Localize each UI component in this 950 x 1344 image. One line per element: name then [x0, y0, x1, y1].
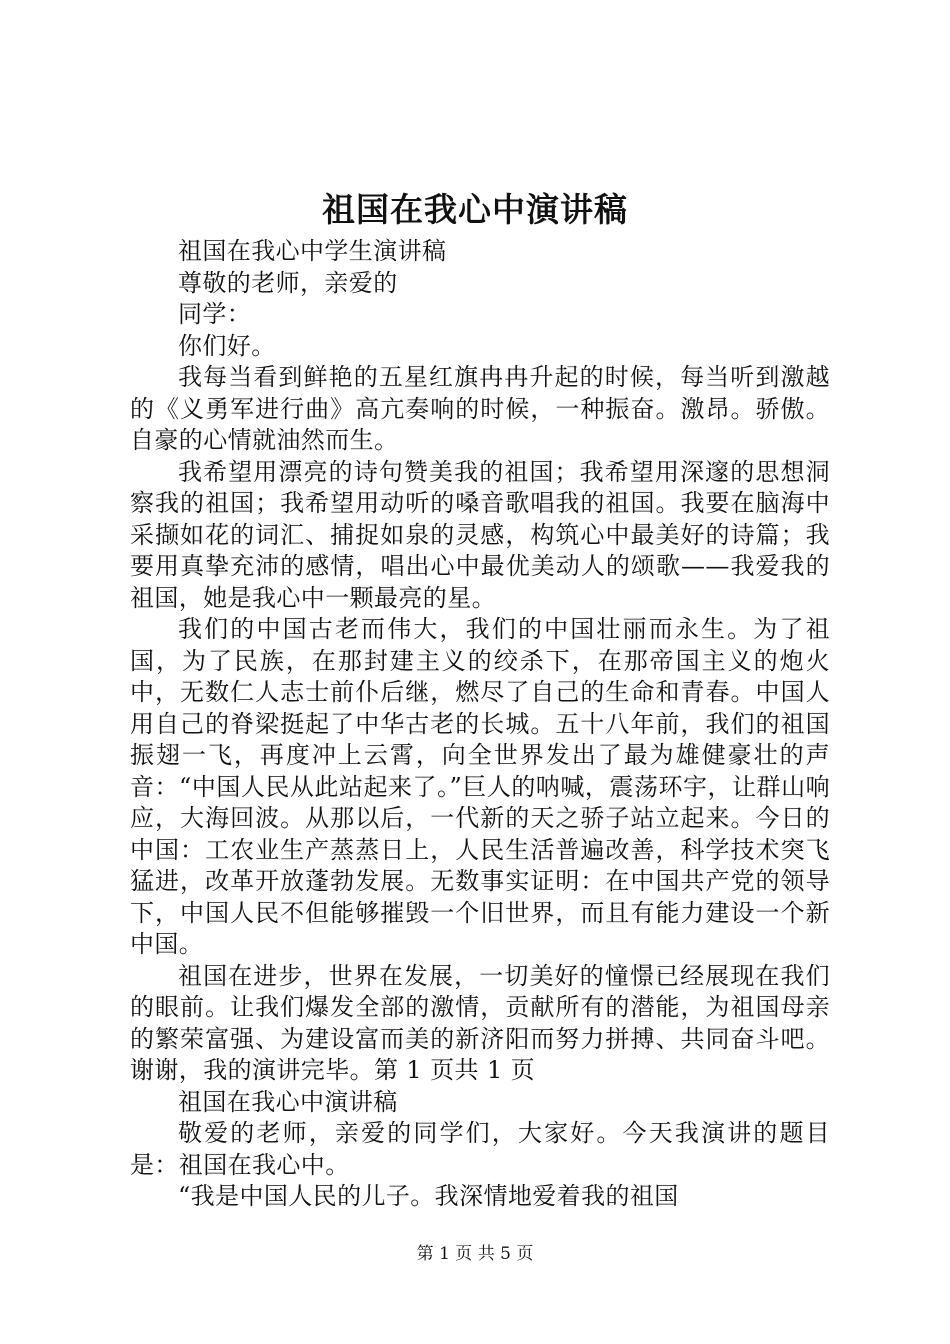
document-title: 祖国在我心中演讲稿: [322, 190, 628, 229]
page-footer: 第 1 页 共 5 页: [416, 1244, 534, 1264]
paragraph: 祖国在进步，世界在发展，一切美好的憧憬已经展现在我们的眼前。让我们爆发全部的激情，贡献所有的潜能，为祖国母亲的繁荣富强、为建设富而美的新济阳而努力拼搏、共同奋斗吧。谢谢，我的演讲完毕。第 1 页共 1 页: [130, 961, 830, 1084]
paragraph-subtitle: 祖国在我心中学生演讲稿: [178, 237, 447, 265]
paragraph: 我们的中国古老而伟大，我们的中国壮丽而永生。为了祖国，为了民族，在那封建主义的绞杀下，在那帝国主义的炮火中，无数仁人志士前仆后继，燃尽了自己的生命和青春。中国人用自己的脊梁挺起了中华古老的长城。五十八年前，我们的祖国振翅一飞，再度冲上云霄，向全世界发出了最为雄健豪壮的声音：“中国人民从此站起来了。”巨人的呐喊，震荡环宇，让群山响应，大海回波。从那以后，一代新的天之骄子站立起来。今日的中国：工农业生产蒸蒸日上，人民生活普遍改善，科学技术突飞猛进，改革开放蓬勃发展。无数事实证明：在中国共产党的领导下，中国人民不但能够摧毁一个旧世界，而且有能力建设一个新中国。: [130, 615, 830, 958]
paragraph: 我每当看到鲜艳的五星红旗冉冉升起的时候，每当听到激越的《义勇军进行曲》高亢奏响的时候，一种振奋。激昂。骄傲。自豪的心情就油然而生。: [130, 363, 830, 454]
paragraph: “我是中国人民的儿子。我深情地爱着我的祖国: [178, 1182, 679, 1210]
paragraph-salutation-cont: 同学：: [178, 300, 252, 328]
document-body: [130, 236, 830, 1213]
paragraph: 我希望用漂亮的诗句赞美我的祖国；我希望用深邃的思想洞察我的祖国；我希望用动听的嗓音歌唱我的祖国。我要在脑海中采撷如花的词汇、捕捉如泉的灵感，构筑心中最美好的诗篇；我要用真挚充沛的感情，唱出心中最优美动人的颂歌——我爱我的祖国，她是我心中一颗最亮的星。: [130, 457, 830, 612]
paragraph-greeting: 你们好。: [178, 331, 276, 360]
paragraph: 敬爱的老师，亲爱的同学们，大家好。今天我演讲的题目是：祖国在我心中。: [130, 1119, 830, 1179]
paragraph-salutation: 尊敬的老师，亲爱的: [178, 268, 398, 297]
paragraph-second-title: 祖国在我心中演讲稿: [178, 1087, 398, 1116]
